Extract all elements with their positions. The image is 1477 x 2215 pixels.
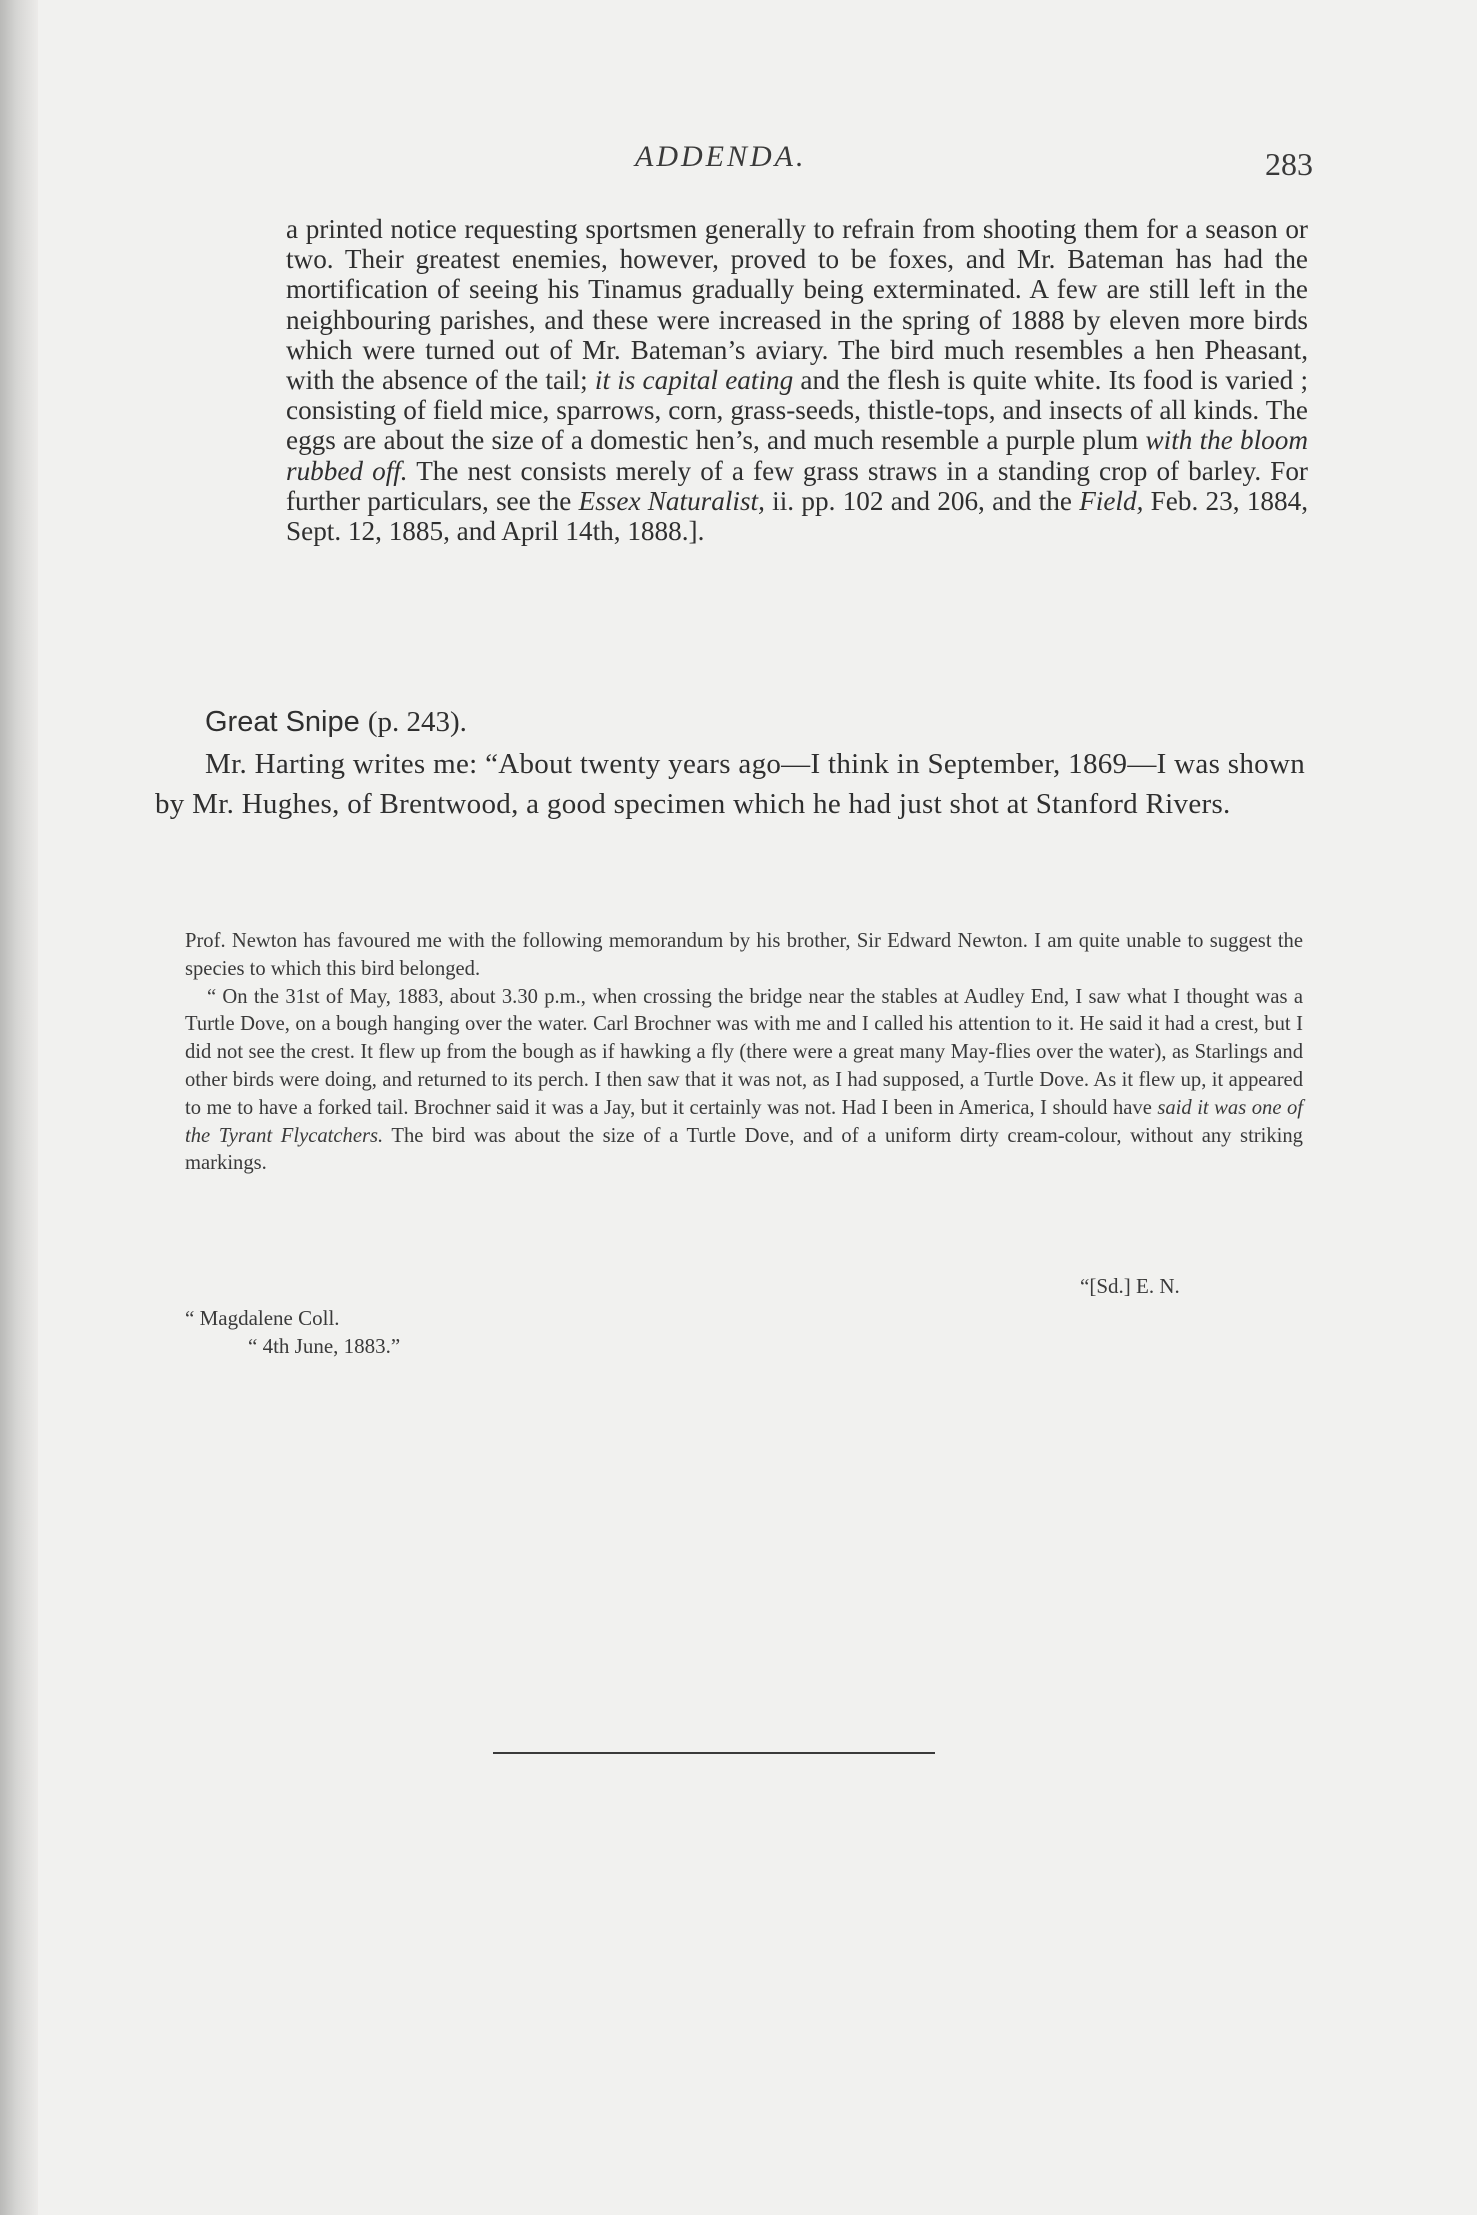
page-number: 283 <box>1265 146 1313 182</box>
newton-note <box>185 928 1303 1178</box>
italic-run: said it was one of the Tyrant Flycatchers. <box>185 1096 1303 1147</box>
text-run: Feb. 23, 1884, Sept. 12, 1885, and April 14th, 1888.]. <box>286 485 1308 547</box>
note-quote <box>185 984 1303 1179</box>
text-run: The nest consists merely of a few grass straws in a standing crop of barley. For further particulars, see the <box>286 455 1308 516</box>
main-paragraph <box>286 214 1308 546</box>
note-signature: “[Sd.] E. N. <box>1080 1274 1180 1298</box>
note-address-line-2: “ 4th June, 1883.” <box>248 1334 401 1358</box>
end-rule-divider <box>493 1752 935 1754</box>
section-heading <box>205 706 467 739</box>
note-intro: Prof. Newton has favoured me with the following memorandum by his brother, Sir Edward Newton. I am quite unable to suggest the species to which this bird belonged. <box>185 930 1303 980</box>
text-run: and the flesh is quite white. Its food is varied ; consisting of field mice, sparrows, corn, grass-seeds, thistle-tops, and insects of all kinds. The eggs are about the size of a domestic hen’s, and much resemble a purple plum <box>286 365 1308 456</box>
text-run: ii. pp. 102 and 206, and the <box>764 485 1080 516</box>
section-page-ref: (p. 243). <box>367 706 467 738</box>
journal-title: Essex Naturalist, <box>578 485 765 516</box>
text-run: “ On the 31st of May, 1883, about 3.30 p.m., when crossing the bridge near the stables at Audley End, I saw what I thought was a Turtle Dove, on a bough hanging over the water. Carl Brochner was with me and I called his attention to it. He said it had a crest, but I did not see the crest. It flew up from the bough as if hawking a fly (there were a great many May-flies over the water), as Starlings and other birds were doing, and returned to its perch. I then saw that it was not, as I had supposed, a Turtle Dove. As it flew up, it appeared to me to have a forked tail. Brochner said it was a Jay, but it certainly was not. Had I been in America, I should have <box>185 985 1303 1119</box>
italic-run: it is capital eating <box>594 365 794 396</box>
main-paragraph-text <box>286 214 1308 546</box>
note-address-line-1: “ Magdalene Coll. <box>185 1306 340 1330</box>
section-title: Great Snipe <box>205 706 360 738</box>
journal-title: Field, <box>1079 485 1144 516</box>
text-run: a printed notice requesting sportsmen generally to refrain from shooting them for a season or two. Their greatest enemies, however, proved to be foxes, and Mr. Bateman has had the mortification of seeing his Tinamus gradually being exterminated. A few are still left in the neighbouring parishes, and these were increased in the spring of 1888 by eleven more birds which were turned out of Mr. Bateman’s aviary. The bird much resembles a hen Pheasant, with the absence of the tail; <box>286 214 1308 396</box>
text-run: The bird was about the size of a Turtle Dove, and of a uniform dirty cream-colour, without any striking markings. <box>185 1124 1303 1175</box>
running-head: ADDENDA. <box>635 140 807 173</box>
harting-paragraph: Mr. Harting writes me: “About twenty years ago—I think in September, 1869—I was shown by Mr. Hughes, of Brentwood, a good specimen which he had just shot at Stanford Rivers. <box>155 748 1305 820</box>
italic-run: with the bloom rubbed off. <box>286 425 1308 486</box>
